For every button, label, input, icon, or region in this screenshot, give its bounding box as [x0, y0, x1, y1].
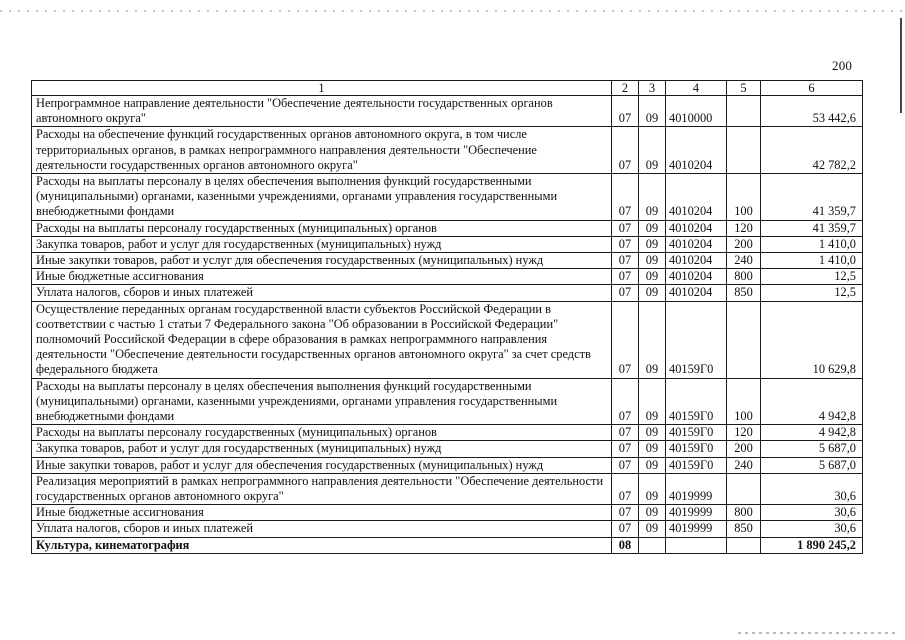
amount-cell: 1 410,0 — [761, 253, 863, 269]
page-number: 200 — [832, 58, 853, 73]
section-code-cell: 07 — [612, 457, 639, 473]
expense-type-cell — [727, 301, 761, 378]
target-article-cell: 40159Г0 — [666, 301, 727, 378]
target-article-cell: 4019999 — [666, 473, 727, 504]
row-name-cell: Культура, кинематография — [32, 537, 612, 553]
amount-cell: 12,5 — [761, 269, 863, 285]
expense-type-cell — [727, 127, 761, 174]
table-row — [32, 505, 863, 521]
expense-type-cell — [727, 537, 761, 553]
expense-type-cell: 850 — [727, 521, 761, 537]
table-row — [32, 521, 863, 537]
section-code-cell: 07 — [612, 285, 639, 301]
scan-artifact-edge — [900, 18, 902, 113]
amount-cell: 30,6 — [761, 521, 863, 537]
subsection-code-cell: 09 — [639, 521, 666, 537]
amount-cell: 10 629,8 — [761, 301, 863, 378]
target-article-cell: 40159Г0 — [666, 425, 727, 441]
section-code-cell: 07 — [612, 301, 639, 378]
target-article-cell: 4010204 — [666, 220, 727, 236]
amount-cell: 30,6 — [761, 505, 863, 521]
subsection-code-cell: 09 — [639, 505, 666, 521]
target-article-cell: 4010204 — [666, 253, 727, 269]
amount-cell: 12,5 — [761, 285, 863, 301]
target-article-cell: 4010204 — [666, 127, 727, 174]
table-row — [32, 425, 863, 441]
subsection-code-cell: 09 — [639, 285, 666, 301]
amount-cell: 30,6 — [761, 473, 863, 504]
row-name-cell: Иные закупки товаров, работ и услуг для обеспечения государственных (муниципальных) нужд — [32, 457, 612, 473]
expense-type-cell: 800 — [727, 269, 761, 285]
subsection-code-cell: 09 — [639, 301, 666, 378]
subsection-code-cell: 09 — [639, 220, 666, 236]
target-article-cell: 4010204 — [666, 174, 727, 221]
row-name-cell: Осуществление переданных органам государственной власти субъектов Российской Федерации в соответствии с частью 1 статьи 7 Федерального закона "Об образовании в Российской Федерации" полномочий Российской Федерации в сфере образования в рамках непрограммного направления деятельности "Обеспечение деятельности государственных органов автономного округа" за счет средств федерального бюджета — [32, 301, 612, 378]
row-name-cell: Уплата налогов, сборов и иных платежей — [32, 285, 612, 301]
section-code-cell: 07 — [612, 236, 639, 252]
row-name-cell: Реализация мероприятий в рамках непрограммного направления деятельности "Обеспечение деятельности государственных органов автономного округа" — [32, 473, 612, 504]
row-name-cell: Расходы на выплаты персоналу в целях обеспечения выполнения функций государственными (муниципальными) органами, казенными учреждениями, органами управления государственными внебюджетными фондами — [32, 174, 612, 221]
table-row — [32, 269, 863, 285]
target-article-cell: 4010204 — [666, 269, 727, 285]
amount-cell: 41 359,7 — [761, 174, 863, 221]
expense-type-cell: 240 — [727, 457, 761, 473]
row-name-cell: Расходы на обеспечение функций государственных органов автономного округа, в том числе территориальных органов, в рамках непрограммного направления деятельности "Обеспечение деятельности государственных органов автономного округа" — [32, 127, 612, 174]
amount-cell: 5 687,0 — [761, 441, 863, 457]
table-row — [32, 301, 863, 378]
section-code-cell: 07 — [612, 505, 639, 521]
expense-type-cell: 200 — [727, 236, 761, 252]
subsection-code-cell: 09 — [639, 96, 666, 127]
amount-cell: 5 687,0 — [761, 457, 863, 473]
subsection-code-cell: 09 — [639, 441, 666, 457]
row-name-cell: Иные бюджетные ассигнования — [32, 505, 612, 521]
column-header: 2 — [612, 81, 639, 96]
subsection-code-cell: 09 — [639, 127, 666, 174]
expense-type-cell: 100 — [727, 378, 761, 425]
amount-cell: 42 782,2 — [761, 127, 863, 174]
expense-type-cell — [727, 473, 761, 504]
row-name-cell: Закупка товаров, работ и услуг для государственных (муниципальных) нужд — [32, 236, 612, 252]
target-article-cell: 40159Г0 — [666, 441, 727, 457]
expense-type-cell: 240 — [727, 253, 761, 269]
section-code-cell: 07 — [612, 174, 639, 221]
row-name-cell: Непрограммное направление деятельности "Обеспечение деятельности государственных органов автономного округа" — [32, 96, 612, 127]
expense-type-cell: 120 — [727, 425, 761, 441]
table-row — [32, 457, 863, 473]
column-header: 5 — [727, 81, 761, 96]
subsection-code-cell: 09 — [639, 236, 666, 252]
target-article-cell: 4019999 — [666, 521, 727, 537]
section-code-cell: 07 — [612, 378, 639, 425]
target-article-cell — [666, 537, 727, 553]
section-code-cell: 08 — [612, 537, 639, 553]
amount-cell: 1 410,0 — [761, 236, 863, 252]
section-code-cell: 07 — [612, 441, 639, 457]
subsection-code-cell: 09 — [639, 473, 666, 504]
subsection-code-cell: 09 — [639, 253, 666, 269]
column-header: 1 — [32, 81, 612, 96]
subsection-code-cell: 09 — [639, 269, 666, 285]
subsection-code-cell: 09 — [639, 174, 666, 221]
column-header: 3 — [639, 81, 666, 96]
section-code-cell: 07 — [612, 253, 639, 269]
target-article-cell: 4010204 — [666, 236, 727, 252]
expense-type-cell: 120 — [727, 220, 761, 236]
row-name-cell: Расходы на выплаты персоналу государственных (муниципальных) органов — [32, 425, 612, 441]
section-code-cell: 07 — [612, 521, 639, 537]
scan-artifact-top — [0, 10, 905, 12]
scan-artifact-bottom — [738, 632, 898, 634]
table-row — [32, 220, 863, 236]
table-row — [32, 537, 863, 553]
subsection-code-cell: 09 — [639, 457, 666, 473]
column-header: 6 — [761, 81, 863, 96]
expense-type-cell: 800 — [727, 505, 761, 521]
subsection-code-cell: 09 — [639, 378, 666, 425]
expense-type-cell: 850 — [727, 285, 761, 301]
table-row — [32, 253, 863, 269]
row-name-cell: Закупка товаров, работ и услуг для государственных (муниципальных) нужд — [32, 441, 612, 457]
table-row — [32, 378, 863, 425]
row-name-cell: Уплата налогов, сборов и иных платежей — [32, 521, 612, 537]
table-row — [32, 127, 863, 174]
amount-cell: 41 359,7 — [761, 220, 863, 236]
target-article-cell: 40159Г0 — [666, 457, 727, 473]
section-code-cell: 07 — [612, 269, 639, 285]
amount-cell: 4 942,8 — [761, 425, 863, 441]
table-row — [32, 473, 863, 504]
table-row — [32, 174, 863, 221]
table-row — [32, 236, 863, 252]
section-code-cell: 07 — [612, 96, 639, 127]
subsection-code-cell: 09 — [639, 425, 666, 441]
budget-table — [31, 80, 863, 554]
target-article-cell: 4010000 — [666, 96, 727, 127]
section-code-cell: 07 — [612, 473, 639, 504]
target-article-cell: 4010204 — [666, 285, 727, 301]
amount-cell: 1 890 245,2 — [761, 537, 863, 553]
section-code-cell: 07 — [612, 220, 639, 236]
row-name-cell: Иные закупки товаров, работ и услуг для обеспечения государственных (муниципальных) нужд — [32, 253, 612, 269]
row-name-cell: Расходы на выплаты персоналу в целях обеспечения выполнения функций государственными (муниципальными) органами, казенными учреждениями, органами управления государственными внебюджетными фондами — [32, 378, 612, 425]
column-header: 4 — [666, 81, 727, 96]
expense-type-cell: 200 — [727, 441, 761, 457]
target-article-cell: 40159Г0 — [666, 378, 727, 425]
amount-cell: 53 442,6 — [761, 96, 863, 127]
table-row — [32, 285, 863, 301]
expense-type-cell: 100 — [727, 174, 761, 221]
subsection-code-cell — [639, 537, 666, 553]
expense-type-cell — [727, 96, 761, 127]
target-article-cell: 4019999 — [666, 505, 727, 521]
section-code-cell: 07 — [612, 127, 639, 174]
row-name-cell: Расходы на выплаты персоналу государственных (муниципальных) органов — [32, 220, 612, 236]
table-row — [32, 96, 863, 127]
amount-cell: 4 942,8 — [761, 378, 863, 425]
row-name-cell: Иные бюджетные ассигнования — [32, 269, 612, 285]
section-code-cell: 07 — [612, 425, 639, 441]
table-row — [32, 441, 863, 457]
column-header-row — [32, 81, 863, 96]
